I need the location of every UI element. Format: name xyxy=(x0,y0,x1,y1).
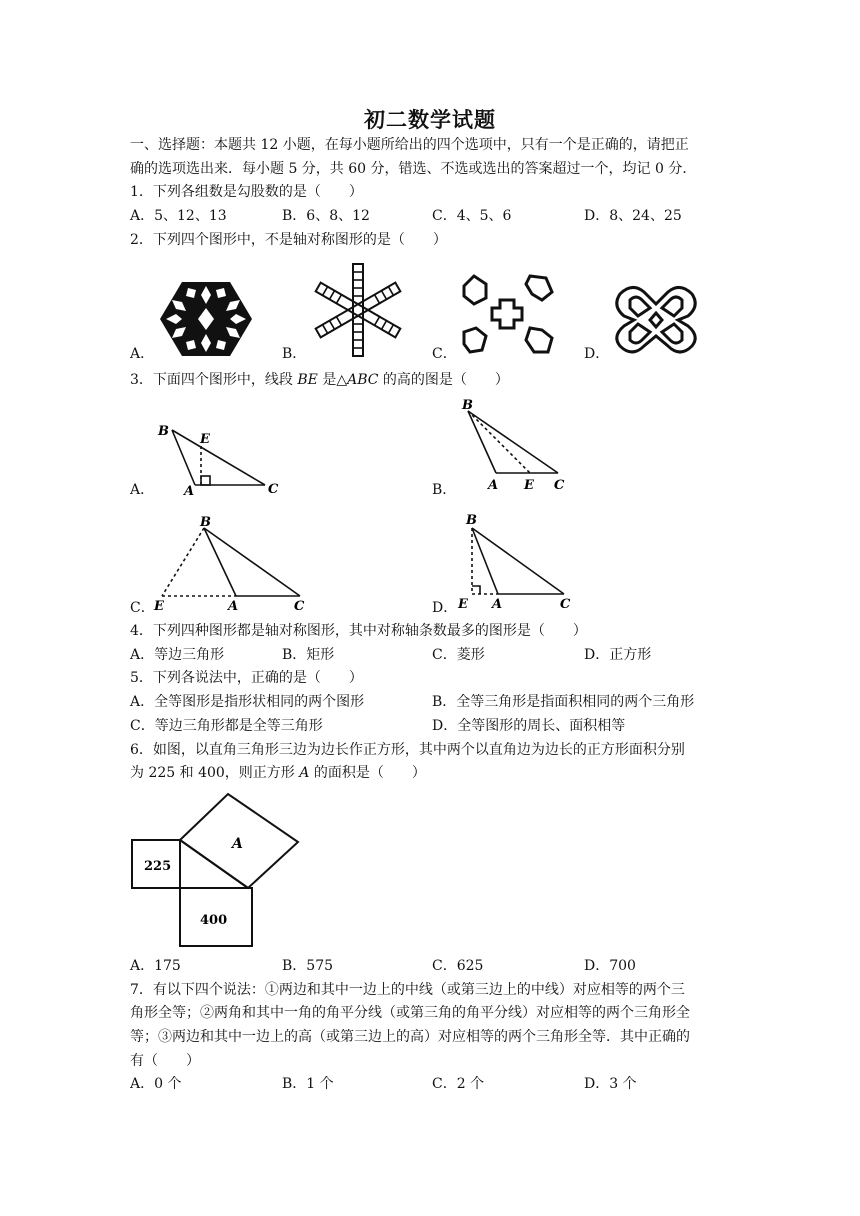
svg-text:B: B xyxy=(466,513,477,528)
q6-option-c: C．625 xyxy=(432,958,484,974)
q6-stem-2-a: A xyxy=(299,765,310,781)
q3-stem-mid: 是△ xyxy=(317,372,348,388)
q3-stem-pre: 3．下面四个图形中，线段 xyxy=(130,372,298,388)
q7-stem-2: 角形全等；②两角和其中一角的角平分线（或第三角的角平分线）对应相等的两个三角形全 xyxy=(130,1005,690,1021)
q2-label-a: A． xyxy=(130,346,155,362)
q7-option-d: D．3 个 xyxy=(584,1076,637,1092)
svg-text:E: E xyxy=(154,599,164,612)
q3-figure-d xyxy=(456,510,580,612)
q6-option-b: B．575 xyxy=(282,958,334,974)
q7-option-c: C．2 个 xyxy=(432,1076,485,1092)
q1-stem: 1．下列各组数是勾股数的是（ ） xyxy=(130,184,363,200)
q3-figure-c xyxy=(150,512,320,612)
svg-text:E: E xyxy=(524,478,534,493)
q3-figure-a xyxy=(150,415,290,495)
q2-label-d: D． xyxy=(584,346,610,362)
q6-option-d: D．700 xyxy=(584,958,636,974)
q2-figure-c-pinwheel xyxy=(460,272,556,356)
q3-stem-be: BE xyxy=(297,372,318,388)
q3-label-a: A． xyxy=(130,482,155,498)
q7-option-a: A．0 个 xyxy=(130,1076,182,1092)
q2-figure-b-ladders xyxy=(306,262,410,358)
q6-stem-1: 6．如图，以直角三角形三边为边长作正方形，其中两个以直角边为边长的正方形面积分别 xyxy=(130,742,685,758)
q5-option-d: D．全等图形的周长、面积相等 xyxy=(432,718,626,734)
q2-label-c: C． xyxy=(432,346,457,362)
q4-stem: 4．下列四种图形都是轴对称图形，其中对称轴条数最多的图形是（ ） xyxy=(130,623,587,639)
q4-option-b: B．矩形 xyxy=(282,647,335,663)
q6-stem-2 xyxy=(130,763,730,783)
q1-option-d: D．8、24、25 xyxy=(584,208,682,224)
svg-text:C: C xyxy=(294,599,305,612)
q4-option-a: A．等边三角形 xyxy=(130,647,225,663)
svg-text:A: A xyxy=(228,599,239,612)
q7-stem-3: 等；③两边和其中一边上的高（或第三边上的高）对应相等的两个三角形全等．其中正确的 xyxy=(130,1029,690,1045)
q3-stem xyxy=(130,370,730,390)
q3a-point-e: E xyxy=(200,432,210,447)
q6-stem-2-post: 的面积是（ ） xyxy=(309,765,426,781)
q3a-point-c: C xyxy=(268,482,279,495)
section-instructions-2: 确的选项选出来．每小题 5 分，共 60 分，错选、不选或选出的答案超过一个，均记 0 分． xyxy=(130,161,697,177)
svg-text:A: A xyxy=(488,478,499,493)
q2-figure-d-cross xyxy=(610,280,702,360)
svg-text:B: B xyxy=(462,398,473,413)
page-title: 初二数学试题 xyxy=(364,107,496,132)
svg-text:C: C xyxy=(560,597,571,612)
q6-figure-squares xyxy=(130,790,302,952)
q6-label-a: A xyxy=(232,836,243,852)
svg-text:A: A xyxy=(492,597,503,612)
q5-option-c: C．等边三角形都是全等三角形 xyxy=(130,718,323,734)
q3-figure-b xyxy=(458,395,578,495)
q7-stem-1: 7．有以下四个说法：①两边和其中一边上的中线（或第三边上的中线）对应相等的两个三 xyxy=(130,982,685,998)
q5-stem: 5．下列各说法中，正确的是（ ） xyxy=(130,670,363,686)
q5-option-a: A．全等图形是指形状相同的两个图形 xyxy=(130,694,365,710)
svg-text:E: E xyxy=(458,597,468,612)
q3-label-b: B． xyxy=(432,482,457,498)
q7-option-b: B．1 个 xyxy=(282,1076,334,1092)
q1-option-a: A．5、12、13 xyxy=(130,208,227,224)
q1-option-b: B．6、8、12 xyxy=(282,208,370,224)
q2-figure-a-snowflake xyxy=(158,280,254,358)
q4-option-c: C．菱形 xyxy=(432,647,485,663)
q4-option-d: D．正方形 xyxy=(584,647,652,663)
q3-stem-post: 的高的图是（ ） xyxy=(378,372,509,388)
svg-text:B: B xyxy=(200,515,211,530)
q3a-point-a: A xyxy=(184,484,195,495)
q6-stem-2-pre: 为 225 和 400，则正方形 xyxy=(130,765,300,781)
q2-stem: 2．下列四个图形中，不是轴对称图形的是（ ） xyxy=(130,232,447,248)
q3-label-c: C． xyxy=(130,600,155,616)
q6-option-a: A．175 xyxy=(130,958,181,974)
section-instructions-1: 一、选择题：本题共 12 小题，在每小题所给出的四个选项中，只有一个是正确的，请把正 xyxy=(130,137,689,153)
q3-label-d: D． xyxy=(432,600,458,616)
q3-stem-abc: ABC xyxy=(347,372,379,388)
q7-stem-4: 有（ ） xyxy=(130,1053,200,1069)
q5-option-b: B．全等三角形是指面积相同的两个三角形 xyxy=(432,694,695,710)
q6-label-225: 225 xyxy=(144,859,172,874)
q6-label-400: 400 xyxy=(200,913,228,928)
q2-label-b: B． xyxy=(282,346,307,362)
q3a-point-b: B xyxy=(158,424,169,439)
q1-option-c: C．4、5、6 xyxy=(432,208,512,224)
svg-text:C: C xyxy=(554,478,565,493)
